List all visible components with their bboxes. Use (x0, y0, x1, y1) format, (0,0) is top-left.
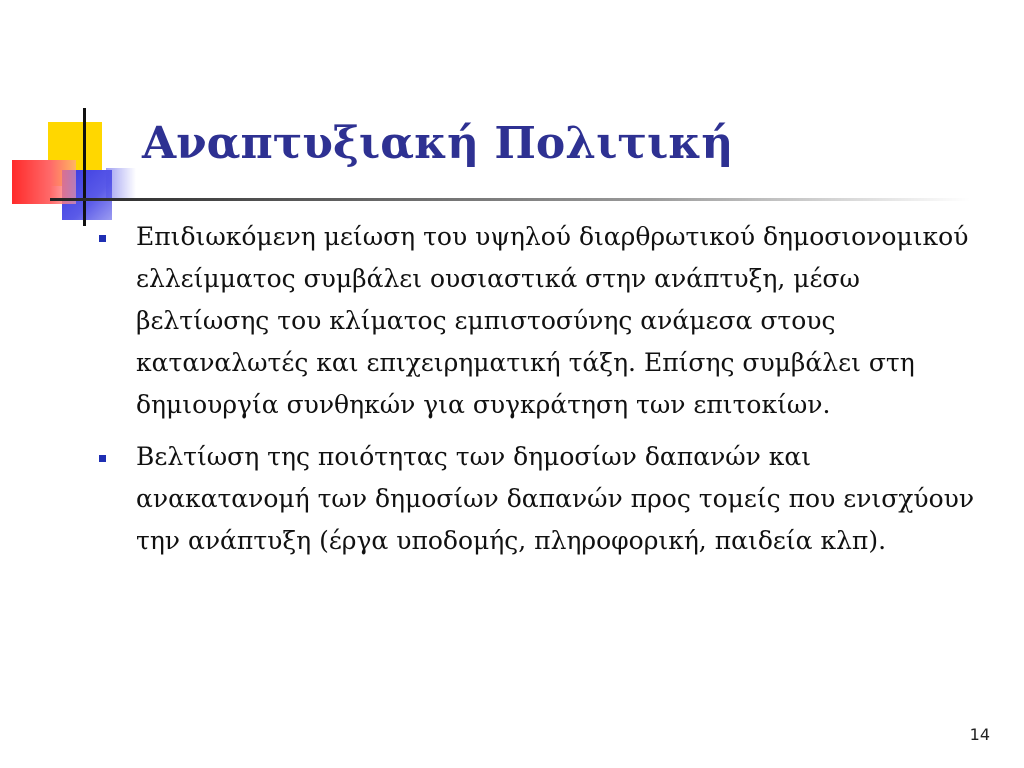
bullet-square-icon (99, 235, 106, 242)
title-underline (50, 198, 970, 201)
bullet-text: Επιδιωκόμενη μείωση του υψηλού διαρθρωτικού δημοσιονομικού ελλείμματος συμβάλει ουσιαστικά στην ανάπτυξη, μέσω βελτίωσης του κλίματος εμπιστοσύνης ανάμεσα στους καταναλωτές και επιχειρηματική τάξη. Επίσης συμβάλει στη δημιουργία συνθηκών για συγκράτηση των επιτοκίων. (136, 222, 969, 419)
page-number: 14 (969, 725, 990, 744)
bullet-item (96, 216, 976, 426)
bullet-item (96, 436, 976, 562)
bullet-text: Βελτίωση της ποιότητας των δημοσίων δαπανών και ανακατανομή των δημοσίων δαπανών προς τομείς που ενισχύουν την ανάπτυξη (έργα υποδομής, πληροφορική, παιδεία κλπ). (136, 442, 975, 555)
bullet-list (96, 216, 976, 572)
slide-title: Αναπτυξιακή Πολιτική (142, 118, 734, 169)
logo-blue-fade (106, 168, 136, 198)
logo-vertical-line (83, 108, 86, 226)
bullet-square-icon (99, 455, 106, 462)
